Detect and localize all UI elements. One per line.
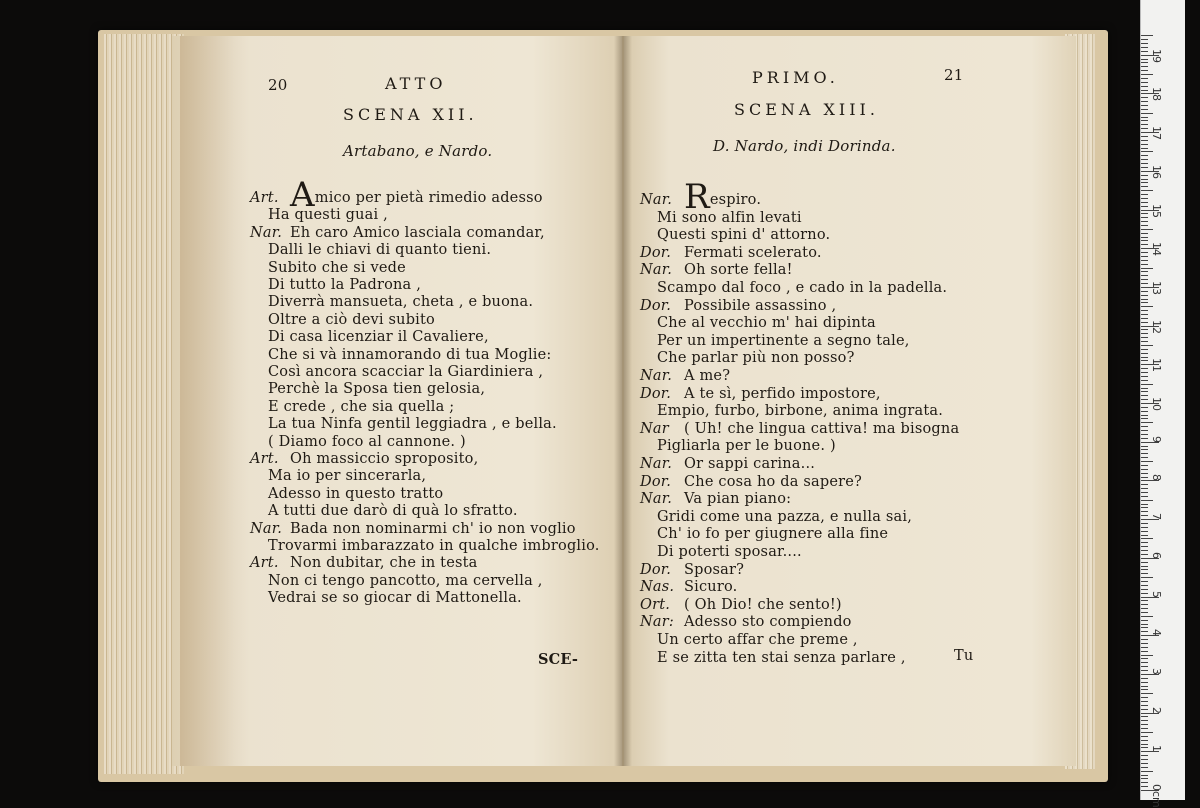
ruler-tick bbox=[1141, 430, 1148, 431]
ruler-tick bbox=[1141, 43, 1148, 44]
ruler-tick bbox=[1141, 515, 1148, 516]
ruler-tick bbox=[1141, 453, 1148, 454]
ruler-tick bbox=[1141, 736, 1148, 737]
ruler-tick bbox=[1141, 159, 1148, 160]
ruler-tick bbox=[1141, 163, 1148, 164]
ruler-tick bbox=[1141, 589, 1148, 590]
dialogue-line: Subito che si vede bbox=[268, 259, 406, 276]
ruler-tick bbox=[1141, 225, 1148, 226]
ruler-tick bbox=[1141, 167, 1148, 168]
ruler-tick bbox=[1141, 97, 1148, 98]
dialogue-line: ( Diamo foco al cannone. ) bbox=[268, 433, 466, 450]
dialogue-line: Un certo affar che preme , bbox=[657, 632, 858, 648]
dialogue-line: Sposar? bbox=[684, 561, 745, 578]
speaker-label: Art. bbox=[250, 190, 279, 206]
ruler-tick bbox=[1141, 175, 1148, 176]
ruler-number: 8 bbox=[1150, 474, 1163, 482]
ruler-tick bbox=[1141, 252, 1148, 253]
ruler-tick bbox=[1141, 755, 1148, 756]
ruler-tick bbox=[1141, 670, 1148, 671]
dialogue-line: Non dubitar, che in testa bbox=[290, 555, 478, 572]
ruler-tick bbox=[1141, 322, 1148, 323]
speaker-label: Nar. bbox=[640, 192, 673, 208]
book-gutter bbox=[614, 36, 632, 766]
ruler-tick bbox=[1141, 418, 1148, 419]
dialogue-text: espiro. bbox=[709, 192, 762, 208]
ruler-tick bbox=[1141, 496, 1148, 497]
dialogue-line bbox=[684, 177, 762, 217]
speaker-label: Art. bbox=[250, 451, 279, 467]
ruler-tick bbox=[1141, 488, 1148, 489]
ruler-tick bbox=[1141, 260, 1148, 261]
ruler-tick bbox=[1141, 678, 1148, 679]
ruler-tick bbox=[1141, 581, 1148, 582]
dialogue-line: Per un impertinente a segno tale, bbox=[657, 332, 910, 349]
ruler-tick bbox=[1141, 237, 1148, 238]
dialogue-line: ( Uh! che lingua cattiva! ma bisogna bbox=[684, 420, 960, 437]
ruler-tick bbox=[1141, 388, 1148, 389]
ruler-tick bbox=[1141, 693, 1153, 694]
dialogue-line: Così ancora scacciar la Giardiniera , bbox=[268, 364, 544, 380]
ruler-tick bbox=[1141, 190, 1153, 191]
ruler-tick bbox=[1141, 47, 1148, 48]
ruler-tick bbox=[1141, 716, 1148, 717]
dialogue-line: Bada non nominarmi ch' io non voglio bbox=[290, 520, 576, 537]
ruler-tick bbox=[1141, 105, 1148, 106]
ruler-tick bbox=[1141, 349, 1148, 350]
speaker-label: Dor. bbox=[640, 244, 672, 261]
dialogue-line: Ch' io fo per giugnere alla fine bbox=[657, 526, 889, 543]
dialogue-line: Or sappi carina... bbox=[684, 456, 816, 472]
dialogue-line: Questi spini d' attorno. bbox=[657, 227, 831, 244]
ruler-tick bbox=[1141, 345, 1153, 346]
dialogue-line: Mi sono alfin levati bbox=[657, 209, 802, 226]
dialogue-line: Oltre a ciò devi subito bbox=[268, 311, 435, 328]
ruler-tick bbox=[1141, 740, 1148, 741]
ruler-tick bbox=[1141, 682, 1148, 683]
ruler-tick bbox=[1141, 229, 1153, 230]
left-catchword: SCE- bbox=[538, 651, 579, 668]
ruler-tick bbox=[1141, 747, 1148, 748]
ruler-number: 12 bbox=[1150, 319, 1163, 334]
dialogue-line: Fermati scelerato. bbox=[684, 244, 822, 261]
dialogue-line: Diverrà mansueta, cheta , e buona. bbox=[268, 294, 534, 311]
dialogue-line: Gridi come una pazza, e nulla sai, bbox=[657, 508, 912, 525]
ruler-number: 13 bbox=[1150, 280, 1163, 295]
ruler-tick bbox=[1141, 697, 1148, 698]
left-scene-title: SCENA XII. bbox=[343, 105, 478, 124]
ruler-tick bbox=[1141, 469, 1148, 470]
speaker-label: Nas. bbox=[640, 579, 675, 596]
ruler-tick bbox=[1141, 299, 1148, 300]
ruler-number: 7 bbox=[1150, 513, 1163, 521]
speaker-label: Art. bbox=[250, 555, 279, 572]
ruler-tick bbox=[1141, 329, 1148, 330]
ruler-tick bbox=[1141, 144, 1148, 145]
right-characters: D. Nardo, indi Dorinda. bbox=[713, 137, 896, 155]
ruler-number: 3 bbox=[1150, 667, 1163, 675]
dialogue-line: A te sì, perfido impostore, bbox=[684, 385, 881, 402]
ruler-tick bbox=[1141, 376, 1148, 377]
ruler-tick bbox=[1141, 74, 1153, 75]
ruler-tick bbox=[1141, 438, 1148, 439]
ruler-tick bbox=[1141, 538, 1153, 539]
dialogue-line: Di tutto la Padrona , bbox=[268, 277, 422, 293]
dialogue-line: Sicuro. bbox=[684, 579, 738, 596]
ruler-tick bbox=[1141, 465, 1148, 466]
ruler-tick bbox=[1141, 686, 1148, 687]
ruler-tick bbox=[1141, 728, 1148, 729]
ruler-number: 10 bbox=[1150, 397, 1163, 411]
speaker-label: Dor. bbox=[640, 561, 672, 578]
ruler-tick bbox=[1141, 256, 1148, 257]
ruler-tick bbox=[1141, 542, 1148, 543]
ruler-tick bbox=[1141, 484, 1148, 485]
ruler-tick bbox=[1141, 763, 1148, 764]
ruler-tick bbox=[1141, 318, 1148, 319]
speaker-label: Nar. bbox=[250, 520, 283, 537]
ruler-tick bbox=[1141, 368, 1148, 369]
ruler-tick bbox=[1141, 39, 1148, 40]
right-catchword: Tu bbox=[954, 648, 974, 664]
left-running-head: ATTO bbox=[385, 74, 447, 93]
ruler-number: 4 bbox=[1150, 629, 1163, 637]
ruler-tick bbox=[1141, 705, 1148, 706]
ruler-tick bbox=[1141, 279, 1148, 280]
dialogue-line: E crede , che sia quella ; bbox=[268, 398, 455, 415]
ruler-tick bbox=[1141, 658, 1148, 659]
ruler-tick bbox=[1141, 531, 1148, 532]
speaker-label: Nar. bbox=[250, 224, 283, 241]
ruler-tick bbox=[1141, 337, 1148, 338]
ruler-number: 5 bbox=[1150, 590, 1163, 598]
ruler-number: 6 bbox=[1150, 551, 1163, 559]
ruler-tick bbox=[1141, 771, 1153, 772]
ruler-tick bbox=[1141, 786, 1148, 787]
ruler-tick bbox=[1141, 128, 1148, 129]
speaker-label: Dor. bbox=[640, 385, 672, 402]
ruler-tick bbox=[1141, 709, 1148, 710]
ruler-tick bbox=[1141, 689, 1148, 690]
ruler-tick bbox=[1141, 616, 1153, 617]
ruler-tick bbox=[1141, 631, 1148, 632]
dialogue-line: La tua Ninfa gentil leggiadra , e bella. bbox=[268, 416, 557, 433]
ruler-tick bbox=[1141, 720, 1148, 721]
ruler-tick bbox=[1141, 221, 1148, 222]
ruler-tick bbox=[1141, 492, 1148, 493]
ruler-tick bbox=[1141, 449, 1148, 450]
ruler-tick bbox=[1141, 504, 1148, 505]
ruler-tick bbox=[1141, 271, 1148, 272]
ruler-tick bbox=[1141, 357, 1148, 358]
ruler-number: 0cm bbox=[1150, 784, 1163, 808]
ruler-tick bbox=[1141, 627, 1148, 628]
ruler-tick bbox=[1141, 782, 1148, 783]
ruler-tick bbox=[1141, 151, 1153, 152]
ruler-tick bbox=[1141, 66, 1148, 67]
ruler-tick bbox=[1141, 310, 1148, 311]
ruler-tick bbox=[1141, 179, 1148, 180]
ruler-tick bbox=[1141, 275, 1148, 276]
ruler-tick bbox=[1141, 604, 1148, 605]
ruler-tick bbox=[1141, 411, 1148, 412]
dialogue-line: Perchè la Sposa tien gelosia, bbox=[268, 381, 486, 398]
ruler-tick bbox=[1141, 562, 1148, 563]
ruler-tick bbox=[1141, 477, 1148, 478]
ruler-tick bbox=[1141, 415, 1148, 416]
drop-cap: R bbox=[684, 177, 710, 217]
ruler-tick bbox=[1141, 217, 1148, 218]
ruler-tick bbox=[1141, 186, 1148, 187]
ruler-tick bbox=[1141, 109, 1148, 110]
ruler-number: 19 bbox=[1150, 48, 1163, 63]
ruler-tick bbox=[1141, 360, 1148, 361]
dialogue-line: Possibile assassino , bbox=[684, 297, 837, 314]
ruler-tick bbox=[1141, 372, 1148, 373]
speaker-label: Ort. bbox=[640, 596, 671, 613]
ruler-tick bbox=[1141, 62, 1148, 63]
ruler-tick bbox=[1141, 759, 1148, 760]
ruler-tick bbox=[1141, 457, 1148, 458]
drop-cap: A bbox=[290, 175, 315, 215]
ruler-number: 17 bbox=[1150, 126, 1163, 141]
speaker-label: Nar. bbox=[640, 368, 673, 384]
ruler-tick bbox=[1141, 461, 1153, 462]
ruler-tick bbox=[1141, 744, 1148, 745]
ruler-tick bbox=[1141, 314, 1148, 315]
ruler-tick bbox=[1141, 778, 1148, 779]
ruler-tick bbox=[1141, 724, 1148, 725]
ruler-tick bbox=[1141, 82, 1148, 83]
ruler-tick bbox=[1141, 527, 1148, 528]
ruler-tick bbox=[1141, 155, 1148, 156]
speaker-label: Nar. bbox=[640, 456, 673, 472]
ruler-tick bbox=[1141, 140, 1148, 141]
ruler-tick bbox=[1141, 434, 1148, 435]
ruler-tick bbox=[1141, 240, 1148, 241]
ruler-tick bbox=[1141, 600, 1148, 601]
ruler-tick bbox=[1141, 511, 1148, 512]
dialogue-line: Adesso in questo tratto bbox=[268, 485, 444, 502]
ruler-tick bbox=[1141, 651, 1148, 652]
dialogue-line: Adesso sto compiendo bbox=[684, 614, 852, 631]
dialogue-line: Che si và innamorando di tua Moglie: bbox=[268, 346, 552, 363]
right-scene-title: SCENA XIII. bbox=[734, 100, 879, 119]
ruler-tick bbox=[1141, 124, 1148, 125]
dialogue-line: Oh massiccio sproposito, bbox=[290, 451, 479, 467]
right-running-head: PRIMO. bbox=[752, 68, 839, 87]
speaker-label: Nar. bbox=[640, 262, 673, 279]
ruler-tick bbox=[1141, 569, 1148, 570]
right-page-number: 21 bbox=[944, 66, 964, 84]
ruler-tick bbox=[1141, 244, 1148, 245]
dialogue-line: Di poterti sposar.... bbox=[657, 544, 802, 560]
ruler-tick bbox=[1141, 59, 1148, 60]
dialogue-line: Che parlar più non posso? bbox=[657, 350, 855, 367]
ruler-tick bbox=[1141, 202, 1148, 203]
ruler-tick bbox=[1141, 291, 1148, 292]
ruler-tick bbox=[1141, 333, 1148, 334]
ruler-tick bbox=[1141, 573, 1148, 574]
ruler-tick bbox=[1141, 662, 1148, 663]
speaker-label: Nar. bbox=[640, 491, 673, 508]
ruler-tick bbox=[1141, 182, 1148, 183]
dialogue-line: Ha questi guai , bbox=[268, 207, 388, 224]
ruler-tick bbox=[1141, 78, 1148, 79]
ruler-tick bbox=[1141, 612, 1148, 613]
dialogue-line: Ma io per sincerarla, bbox=[268, 468, 427, 485]
ruler-tick bbox=[1141, 732, 1153, 733]
dialogue-line: Pigliarla per le buone. ) bbox=[657, 438, 836, 455]
ruler-tick bbox=[1141, 86, 1148, 87]
ruler-tick bbox=[1141, 643, 1148, 644]
dialogue-line: Di casa licenziar il Cavaliere, bbox=[268, 329, 489, 346]
dialogue-line: Non ci tengo pancotto, ma cervella , bbox=[268, 572, 543, 589]
ruler-tick bbox=[1141, 353, 1148, 354]
dialogue-line: ( Oh Dio! che sento!) bbox=[684, 596, 842, 613]
ruler-tick bbox=[1141, 647, 1148, 648]
ruler-tick bbox=[1141, 283, 1148, 284]
ruler-number: 2 bbox=[1150, 706, 1163, 714]
dialogue-line: Oh sorte fella! bbox=[684, 262, 793, 279]
ruler-tick bbox=[1141, 268, 1153, 269]
ruler-number: 1 bbox=[1150, 745, 1163, 753]
ruler-number: 15 bbox=[1150, 203, 1163, 218]
dialogue-line: Vedrai se so giocar di Mattonella. bbox=[268, 590, 522, 607]
ruler-tick bbox=[1141, 113, 1153, 114]
ruler-tick bbox=[1141, 395, 1148, 396]
ruler-tick bbox=[1141, 233, 1148, 234]
ruler-tick bbox=[1141, 391, 1148, 392]
dialogue-line bbox=[290, 175, 543, 215]
ruler-tick bbox=[1141, 473, 1148, 474]
ruler-tick bbox=[1141, 655, 1153, 656]
ruler-tick bbox=[1141, 577, 1153, 578]
dialogue-line: Che al vecchio m' hai dipinta bbox=[657, 315, 876, 332]
dialogue-line: Trovarmi imbarazzato in qualche imbroglio. bbox=[268, 538, 600, 554]
ruler-tick bbox=[1141, 620, 1148, 621]
ruler-tick bbox=[1141, 198, 1148, 199]
ruler-tick bbox=[1141, 775, 1148, 776]
ruler-number: 16 bbox=[1150, 164, 1163, 179]
ruler-tick bbox=[1141, 624, 1148, 625]
ruler-tick bbox=[1141, 341, 1148, 342]
ruler-tick bbox=[1141, 666, 1148, 667]
ruler-tick bbox=[1141, 554, 1148, 555]
ruler-tick bbox=[1141, 384, 1153, 385]
ruler-tick bbox=[1141, 407, 1148, 408]
ruler-tick bbox=[1141, 701, 1148, 702]
speaker-label: Dor. bbox=[640, 297, 672, 314]
ruler-tick bbox=[1141, 422, 1153, 423]
ruler-number: 11 bbox=[1150, 358, 1163, 373]
ruler-tick bbox=[1141, 507, 1148, 508]
ruler-tick bbox=[1141, 608, 1148, 609]
ruler-tick bbox=[1141, 213, 1148, 214]
ruler-tick bbox=[1141, 35, 1153, 36]
ruler-tick bbox=[1141, 523, 1148, 524]
ruler-tick bbox=[1141, 148, 1148, 149]
ruler-tick bbox=[1141, 550, 1148, 551]
ruler-tick bbox=[1141, 51, 1148, 52]
ruler-tick bbox=[1141, 399, 1148, 400]
speaker-label: Nar: bbox=[640, 614, 674, 631]
ruler-tick bbox=[1141, 585, 1148, 586]
ruler-number: 18 bbox=[1150, 87, 1163, 102]
ruler-tick bbox=[1141, 136, 1148, 137]
page-stain bbox=[180, 36, 250, 766]
ruler-tick bbox=[1141, 117, 1148, 118]
measuring-ruler bbox=[1140, 0, 1185, 808]
dialogue-line: A tutti due darò di quà lo sfratto. bbox=[268, 503, 518, 520]
ruler-tick bbox=[1141, 535, 1148, 536]
dialogue-line: Va pian piano: bbox=[684, 491, 792, 508]
dialogue-line: Scampo dal foco , e cado in la padella. bbox=[657, 280, 948, 296]
ruler-tick bbox=[1141, 90, 1148, 91]
ruler-tick bbox=[1141, 446, 1148, 447]
ruler-tick bbox=[1141, 295, 1148, 296]
ruler-tick bbox=[1141, 120, 1148, 121]
ruler-tick bbox=[1141, 306, 1153, 307]
ruler-tick bbox=[1141, 593, 1148, 594]
ruler-tick bbox=[1141, 70, 1148, 71]
dialogue-line: E se zitta ten stai senza parlare , bbox=[657, 649, 906, 666]
left-page-number: 20 bbox=[268, 76, 288, 94]
ruler-tick bbox=[1141, 639, 1148, 640]
ruler-tick bbox=[1141, 426, 1148, 427]
ruler-tick bbox=[1141, 264, 1148, 265]
ruler-tick bbox=[1141, 546, 1148, 547]
ruler-tick bbox=[1141, 206, 1148, 207]
ruler-tick bbox=[1141, 767, 1148, 768]
dialogue-line: Che cosa ho da sapere? bbox=[684, 473, 863, 490]
ruler-tick bbox=[1141, 380, 1148, 381]
ruler-tick bbox=[1141, 566, 1148, 567]
ruler-tick bbox=[1141, 500, 1153, 501]
dialogue-line: Empio, furbo, birbone, anima ingrata. bbox=[657, 403, 944, 420]
ruler-number: 9 bbox=[1150, 435, 1163, 443]
ruler-number: 14 bbox=[1150, 242, 1163, 257]
dialogue-line: A me? bbox=[684, 368, 731, 384]
ruler-tick bbox=[1141, 302, 1148, 303]
dialogue-line: Dalli le chiavi di quanto tieni. bbox=[268, 242, 492, 259]
ruler-tick bbox=[1141, 194, 1148, 195]
ruler-tick bbox=[1141, 101, 1148, 102]
speaker-label: Nar bbox=[640, 420, 669, 437]
speaker-label: Dor. bbox=[640, 473, 672, 490]
dialogue-line: Eh caro Amico lasciala comandar, bbox=[290, 224, 545, 241]
left-characters: Artabano, e Nardo. bbox=[343, 142, 493, 160]
dialogue-text: mico per pietà rimedio adesso bbox=[314, 190, 543, 206]
